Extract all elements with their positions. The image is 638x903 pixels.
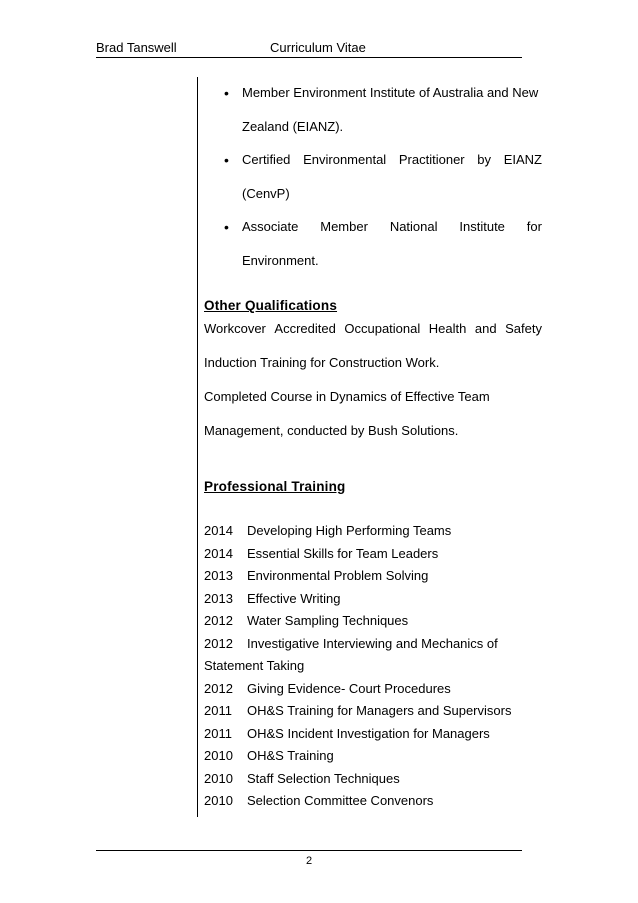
word: National bbox=[389, 219, 438, 234]
training-course: OH&S Incident Investigation for Managers bbox=[247, 725, 490, 741]
qualification-line: Induction Training for Construction Work. bbox=[204, 355, 440, 370]
training-year: 2014 bbox=[204, 545, 233, 561]
qualification-line bbox=[204, 321, 542, 336]
page-footer bbox=[96, 850, 522, 867]
training-course: Investigative Interviewing and Mechanics of bbox=[247, 635, 498, 651]
qualification-line: Management, conducted by Bush Solutions. bbox=[204, 423, 459, 438]
training-year: 2011 bbox=[204, 725, 232, 741]
word: Workcover bbox=[204, 321, 266, 336]
membership-line bbox=[242, 85, 542, 100]
training-course: Developing High Performing Teams bbox=[247, 523, 452, 538]
qualification-line: Completed Course in Dynamics of Effective Team bbox=[204, 389, 490, 404]
training-year: 2010 bbox=[204, 770, 233, 786]
membership-line-continued: Zealand (EIANZ). bbox=[242, 119, 344, 134]
training-year: 2010 bbox=[204, 793, 233, 808]
training-year: 2011 bbox=[204, 703, 232, 718]
membership-line-continued: (CenvP) bbox=[242, 186, 290, 201]
word: Occupational bbox=[344, 321, 421, 336]
training-year: 2012 bbox=[204, 613, 233, 628]
training-course: Giving Evidence- Court Procedures bbox=[247, 680, 451, 696]
training-year: 2013 bbox=[204, 568, 233, 583]
training-year: 2010 bbox=[204, 748, 233, 763]
training-year: 2014 bbox=[204, 523, 233, 538]
word: Certified bbox=[242, 152, 291, 167]
word: Practitioner bbox=[398, 152, 465, 167]
training-course: Water Sampling Techniques bbox=[247, 613, 409, 628]
training-course: Environmental Problem Solving bbox=[247, 568, 429, 583]
membership-line bbox=[242, 152, 542, 167]
word: Institute bbox=[459, 219, 505, 234]
bullet-icon: • bbox=[224, 152, 229, 168]
document-title: Curriculum Vitae bbox=[270, 40, 366, 55]
training-course: Effective Writing bbox=[247, 590, 341, 606]
word: for bbox=[526, 219, 542, 234]
word: Associate bbox=[242, 219, 299, 234]
membership-line-continued: Environment. bbox=[242, 253, 319, 268]
training-course: Selection Committee Convenors bbox=[247, 793, 434, 808]
word: Safety bbox=[505, 321, 542, 336]
section-title-professional-training: Professional Training bbox=[204, 479, 346, 494]
word: Health bbox=[428, 321, 467, 336]
membership-line bbox=[242, 219, 542, 234]
left-margin-rule bbox=[197, 77, 198, 817]
bullet-icon: • bbox=[224, 219, 229, 235]
training-course: Essential Skills for Team Leaders bbox=[247, 545, 439, 561]
word: Accredited bbox=[274, 321, 336, 336]
page-number: 2 bbox=[305, 855, 313, 867]
training-course: OH&S Training bbox=[247, 748, 334, 763]
section-title-other-qualifications: Other Qualifications bbox=[204, 298, 338, 313]
author-name: Brad Tanswell bbox=[96, 40, 177, 55]
page-header bbox=[96, 40, 522, 58]
word: Environmental bbox=[303, 152, 387, 167]
training-year: 2012 bbox=[204, 680, 233, 696]
bullet-icon: • bbox=[224, 85, 229, 101]
training-course: OH&S Training for Managers and Supervisors bbox=[247, 703, 512, 718]
word: Member bbox=[320, 219, 368, 234]
training-year: 2012 bbox=[204, 635, 233, 651]
word: EIANZ bbox=[503, 152, 542, 167]
word: and bbox=[474, 321, 497, 336]
membership-text: Member Environment Institute of Australia and New bbox=[242, 85, 539, 100]
training-year: 2013 bbox=[204, 590, 233, 606]
training-course-continued: Statement Taking bbox=[204, 658, 305, 673]
word: by bbox=[477, 152, 492, 167]
training-course: Staff Selection Techniques bbox=[247, 770, 400, 786]
